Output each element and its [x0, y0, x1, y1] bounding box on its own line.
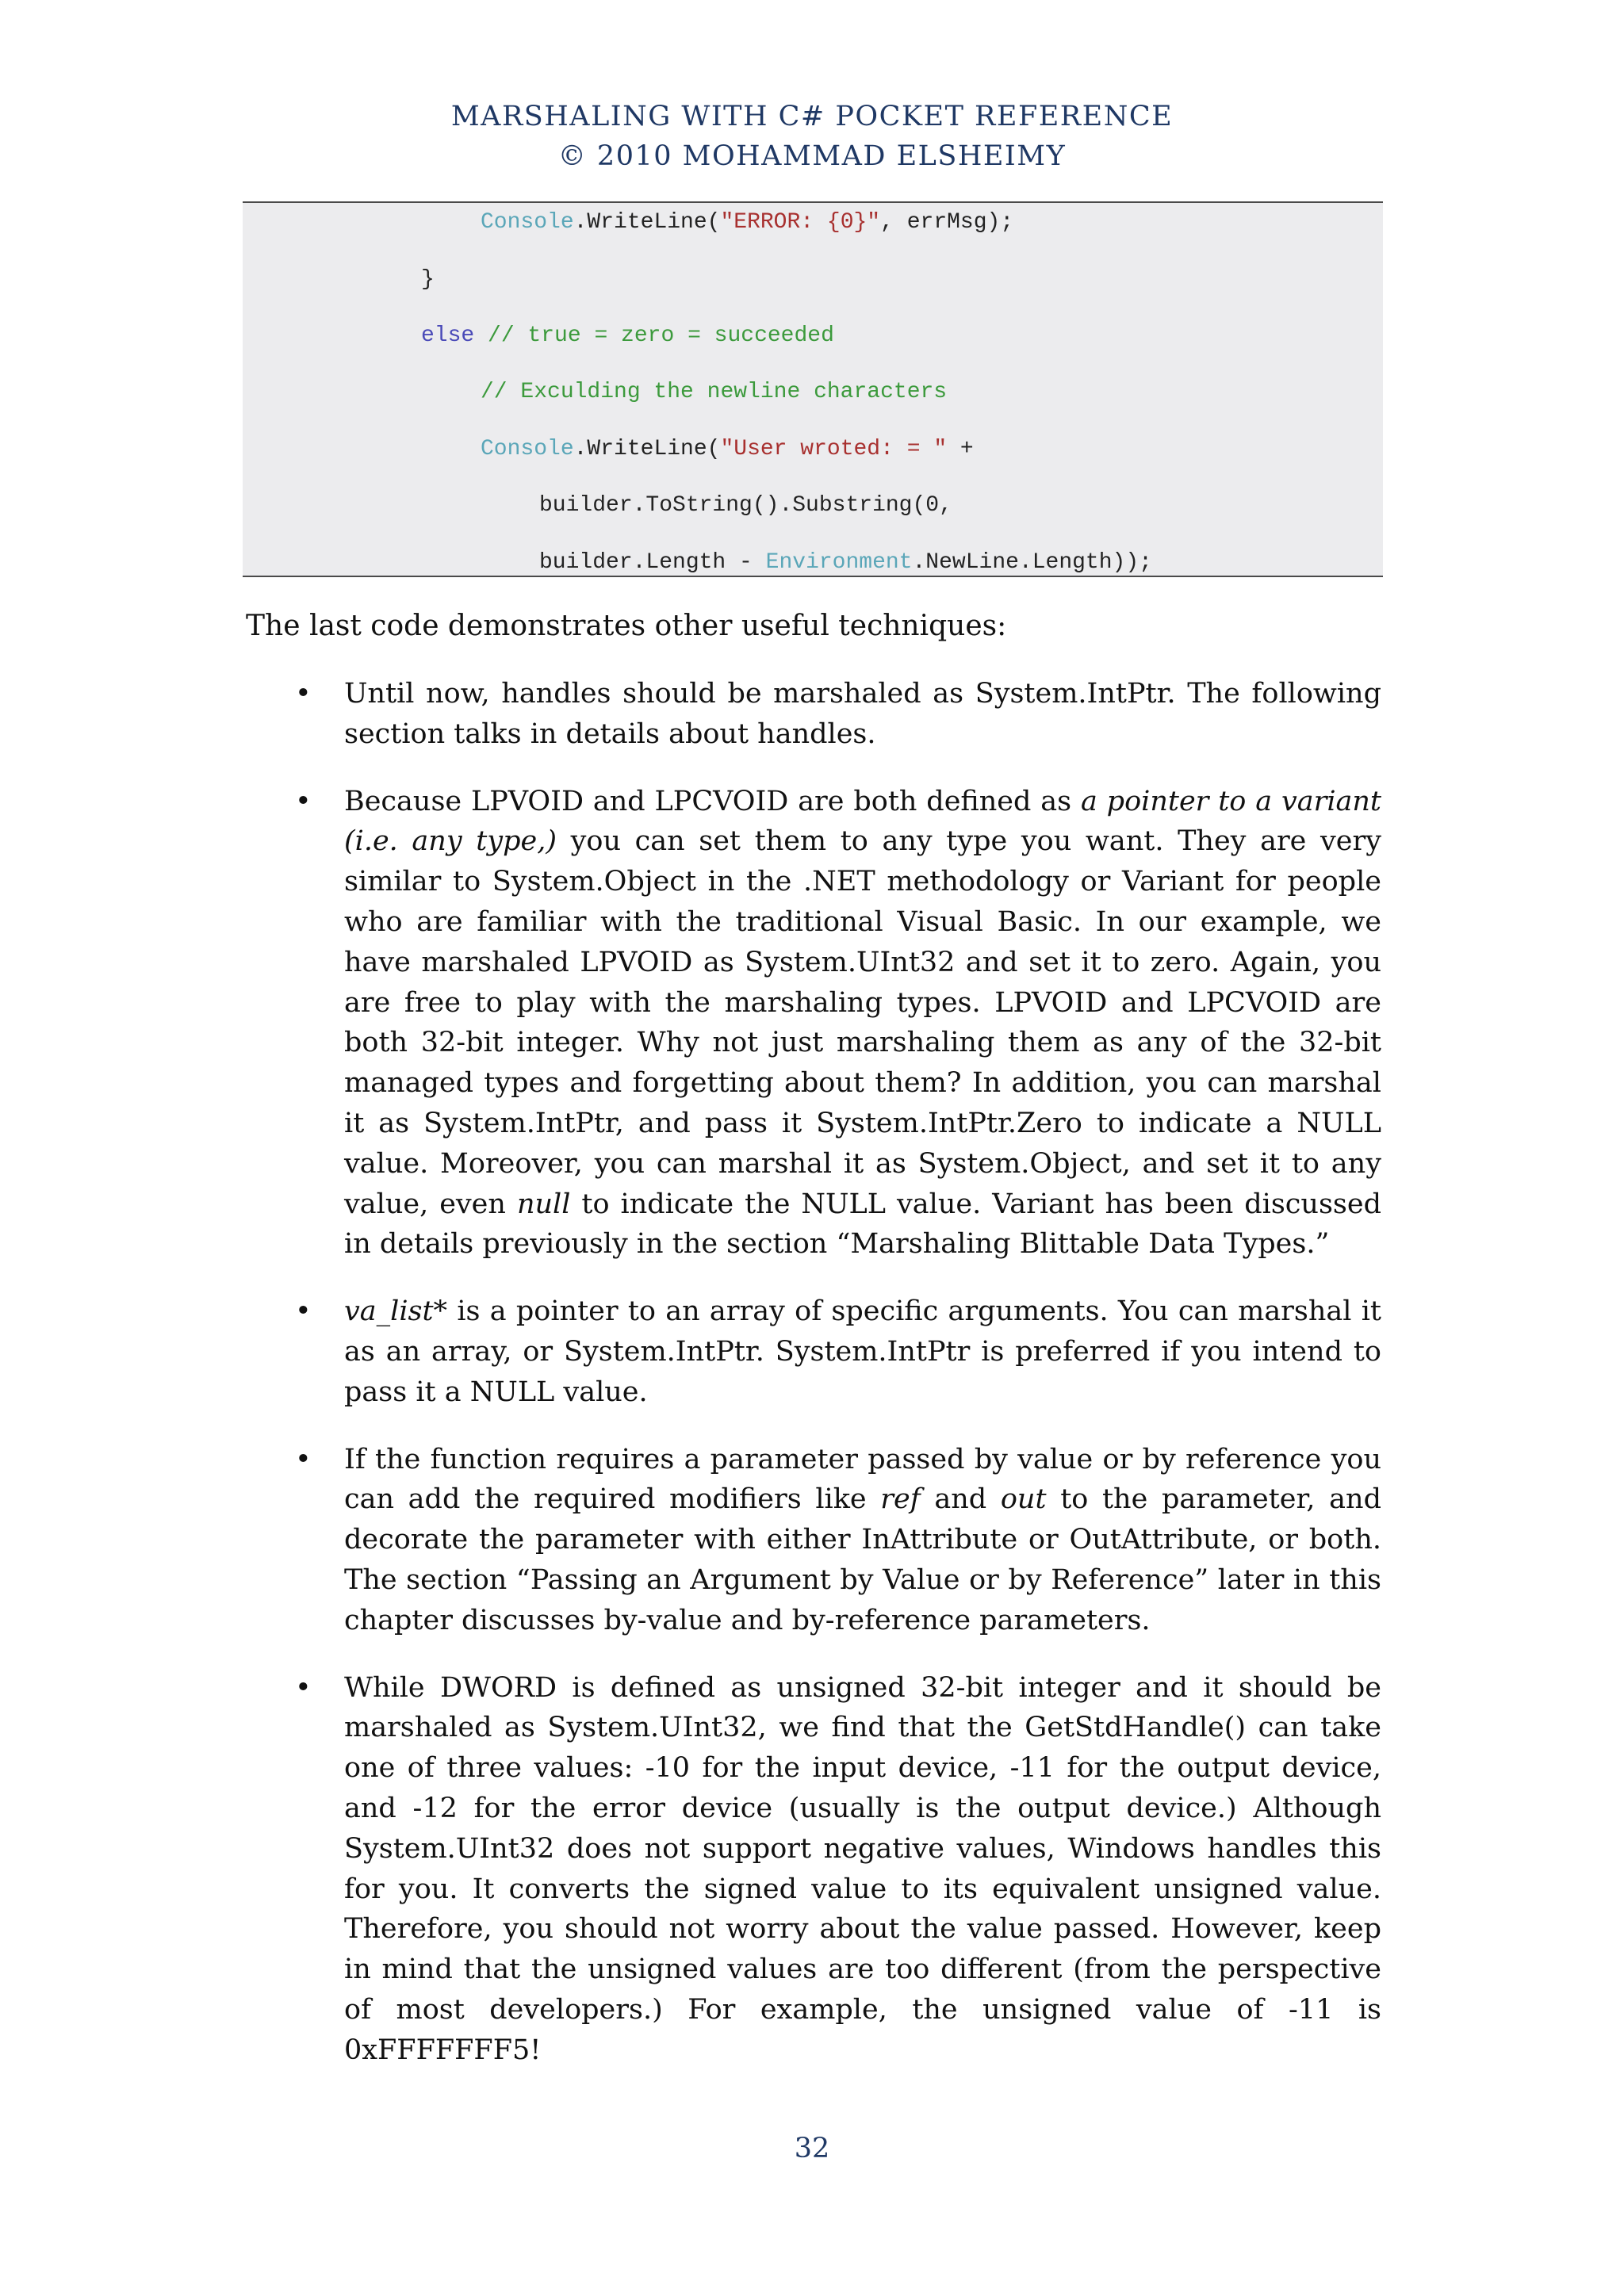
code-line: // Exculding the newline characters	[481, 380, 948, 404]
list-item: • While DWORD is defined as unsigned 32-bit integer and it should be marshaled as System.UInt32, we find that the GetStdHandle() can take one of three values: -10 for the input device, -11 for the output device, and -12 for the error device (usually is the output device.) Although System.UInt32 does not support negative values, Windows handles this for you. It converts the signed value to its equivalent unsigned value. Therefore, you should not worry about the value passed. However, keep in mind that the unsigned values are too different (from the perspective of most developers.) For example, the unsigned value of -11 is 0xFFFFFFF5!	[246, 1668, 1381, 2071]
page-number: 32	[794, 2133, 830, 2164]
code-line: builder.ToString().Substring(0,	[539, 493, 952, 518]
header-title: MARSHALING WITH C# POCKET REFERENCE	[450, 101, 1174, 132]
code-line: builder.Length - Environment.NewLine.Length));	[539, 550, 1152, 575]
list-item: • Because LPVOID and LPCVOID are both defined as a pointer to a variant (i.e. any type,) you can set them to any type you want. They are very similar to System.Object in the .NET methodology or Variant for people who are familiar with the traditional Visual Basic. In our example, we have marshaled LPVOID as System.UInt32 and set it to zero. Again, you are free to play with the marshaling types. LPVOID and LPCVOID are both 32-bit integer. Why not just marshaling them as any of the 32-bit managed types and forgetting about them? In addition, you can marshal it as System.IntPtr, and pass it System.IntPtr.Zero to indicate a NULL value. Moreover, you can marshal it as System.Object, and set it to any value, even null to indicate the NULL value. Variant has been discussed in details previously in the section “Marshaling Blittable Data Types.”	[246, 782, 1381, 1265]
code-block	[243, 201, 1383, 577]
code-line: Console.WriteLine("User wroted: = " +	[481, 437, 974, 461]
code-line: }	[421, 267, 435, 292]
running-header	[0, 97, 1624, 176]
technique-list	[246, 674, 1381, 2098]
code-line: Console.WriteLine("ERROR: {0}", errMsg);	[481, 210, 1014, 235]
list-item: • va_list* is a pointer to an array of specific arguments. You can marshal it as an array, or System.IntPtr. System.IntPtr is preferred if you intend to pass it a NULL value.	[246, 1292, 1381, 1412]
header-copyright: © 2010 MOHAMMAD ELSHEIMY	[557, 140, 1067, 172]
intro-paragraph: The last code demonstrates other useful techniques:	[246, 610, 1007, 642]
code-line: else // true = zero = succeeded	[421, 323, 834, 348]
list-item: • If the function requires a parameter passed by value or by reference you can add the required modifiers like ref and out to the parameter, and decorate the parameter with either InAttribute or OutAttribute, or both. The section “Passing an Argument by Value or by Reference” later in this chapter discusses by-value and by-reference parameters.	[246, 1440, 1381, 1641]
list-item: • Until now, handles should be marshaled as System.IntPtr. The following section talks in details about handles.	[246, 674, 1381, 755]
